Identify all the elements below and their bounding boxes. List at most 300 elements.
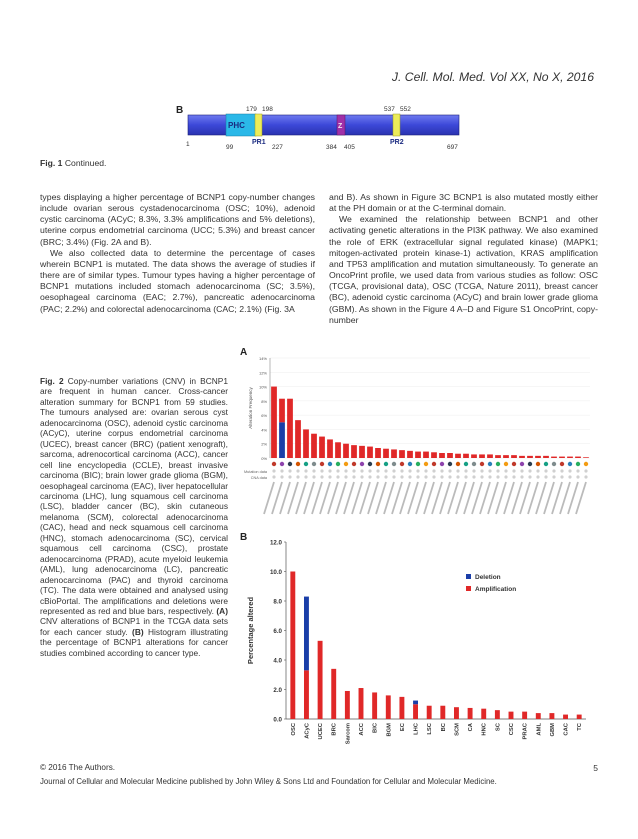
chart-a-study-label	[552, 482, 562, 514]
chart-b-category-label: CAC	[563, 723, 570, 736]
chart-a-study-label	[528, 482, 538, 514]
chart-a-study-label	[576, 482, 586, 514]
chart-a-study-dot	[408, 462, 412, 466]
chart-b-bar-amplification	[495, 710, 500, 719]
chart-a-mutation-dot	[408, 469, 411, 472]
chart-a-row-mutation: Mutation data	[243, 470, 267, 474]
chart-a-study-dot	[560, 462, 564, 466]
chart-a-mutation-dot	[424, 469, 427, 472]
chart-b-category-label: Sarcom	[345, 723, 352, 745]
chart-a-mutation-dot	[336, 469, 339, 472]
chart-a-study-label	[336, 482, 346, 514]
chart-b-category-label: EC	[399, 723, 406, 732]
chart-a-panel-letter: A	[240, 347, 248, 358]
chart-a-cna-dot	[360, 475, 363, 478]
chart-a-mutation-dot	[376, 469, 379, 472]
chart-a-bar-amplification	[495, 455, 501, 458]
chart-b-bar-amplification	[509, 712, 514, 719]
chart-a-cna-dot	[288, 475, 291, 478]
chart-a-study-dot	[296, 462, 300, 466]
chart-a-cna-dot	[480, 475, 483, 478]
figure2-caption-partB: Histogram illustrating the percentage of BCNP1 alterations for cancer studies combined according to cancer type.	[40, 626, 228, 658]
chart-a-study-label	[328, 482, 338, 514]
chart-a-study-dot	[480, 462, 484, 466]
chart-a-bar-amplification	[463, 454, 469, 458]
chart-a-bar-amplification	[519, 456, 525, 458]
chart-a-mutation-dot	[480, 469, 483, 472]
figure2-caption-label: Fig. 2	[40, 376, 64, 386]
chart-b-ytick: 10.0	[269, 569, 282, 576]
chart-b-bar-amplification	[522, 712, 527, 719]
figure2-chart-a	[240, 346, 600, 526]
body-left-paragraph-1: types displaying a higher percentage of BCNP1 copy-number changes include ovarian serous cystadenocarcinoma (OSC; 10%), adenoid cystic carcinoma (ACyC; 8.3%, 3.3% amplifications and 5% deletions), uterine corpus endometrial carcinoma (UCC; 5.3%) and breast cancer (BRC; 3.4%) (Fig. 2A and B).	[40, 192, 315, 247]
chart-a-cna-dot	[584, 475, 587, 478]
chart-a-bar-amplification	[295, 420, 301, 458]
chart-a-bar-amplification	[511, 455, 517, 458]
chart-a-ytick: 12%	[258, 370, 267, 376]
chart-b-bar-amplification	[481, 709, 486, 719]
chart-a-bar-amplification	[383, 449, 389, 458]
chart-b-bar-amplification	[372, 692, 377, 719]
chart-a-study-dot	[392, 462, 396, 466]
chart-a-bar-amplification	[375, 448, 381, 458]
chart-b-bar-amplification	[413, 704, 418, 719]
chart-b-bar-amplification	[399, 697, 404, 719]
chart-a-bar-amplification	[407, 451, 413, 458]
chart-a-mutation-dot	[344, 469, 347, 472]
chart-a-study-dot	[424, 462, 428, 466]
pr1-label: PR1	[252, 139, 266, 146]
chart-a-mutation-dot	[456, 469, 459, 472]
chart-a-cna-dot	[408, 475, 411, 478]
chart-a-study-dot	[568, 462, 572, 466]
chart-a-study-label	[312, 482, 322, 514]
chart-a-bar-amplification	[287, 399, 293, 458]
footer-publisher: Journal of Cellular and Molecular Medicine published by John Wiley & Sons Ltd and Foundation for Cellular and Molecular Medicine.	[40, 777, 497, 786]
chart-a-study-label	[536, 482, 546, 514]
chart-b-category-label: ACyC	[304, 723, 311, 739]
chart-a-cna-dot	[552, 475, 555, 478]
chart-a-study-dot	[576, 462, 580, 466]
chart-a-cna-dot	[368, 475, 371, 478]
chart-a-ytick: 0%	[261, 456, 267, 461]
chart-b-ytick: 8.0	[273, 598, 282, 606]
chart-a-study-label	[408, 482, 418, 514]
chart-b-ytick: 2.0	[273, 687, 282, 694]
chart-a-cna-dot	[560, 475, 563, 478]
chart-a-ytick: 10%	[258, 384, 267, 390]
chart-a-study-label	[440, 482, 450, 514]
tick-179: 179	[246, 106, 257, 113]
phc-domain-label: PHC	[228, 121, 245, 130]
chart-a-cna-dot	[336, 475, 339, 478]
chart-a-bar-amplification	[527, 456, 533, 458]
chart-a-mutation-dot	[400, 469, 403, 472]
chart-b-bar-amplification	[290, 572, 295, 720]
chart-b-bar-amplification	[549, 713, 554, 719]
figure2-caption-partB-label: (B)	[132, 626, 144, 637]
chart-b-legend-amplification: Amplification	[475, 586, 517, 593]
chart-a-cna-dot	[304, 475, 307, 478]
chart-a-bar-amplification	[303, 429, 309, 458]
chart-a-study-label	[568, 482, 578, 514]
chart-a-ytick: 2%	[261, 441, 267, 447]
chart-a-study-dot	[440, 462, 444, 466]
chart-a-cna-dot	[512, 475, 515, 478]
chart-a-study-label	[296, 482, 306, 514]
chart-a-study-label	[264, 482, 274, 514]
chart-a-bar-amplification	[351, 445, 357, 458]
chart-a-bar-amplification	[399, 450, 405, 458]
chart-a-study-label	[544, 482, 554, 514]
chart-a-bar-amplification	[559, 457, 565, 458]
chart-a-cna-dot	[576, 475, 579, 478]
z-label: Z	[338, 123, 343, 130]
chart-b-panel-letter: B	[240, 532, 248, 543]
figure2-caption	[40, 376, 228, 658]
chart-a-study-label	[432, 482, 442, 514]
chart-a-study-label	[288, 482, 298, 514]
chart-a-row-cna: CNA data	[250, 476, 267, 480]
chart-a-study-dot	[496, 462, 500, 466]
chart-a-cna-dot	[352, 475, 355, 478]
chart-a-cna-dot	[496, 475, 499, 478]
journal-header: J. Cell. Mol. Med. Vol XX, No X, 2016	[391, 70, 594, 84]
figure1-caption	[40, 158, 106, 168]
chart-a-ytick: 6%	[261, 413, 267, 419]
chart-a-study-dot	[552, 462, 556, 466]
chart-a-cna-dot	[472, 475, 475, 478]
chart-a-study-dot	[312, 462, 316, 466]
chart-a-mutation-dot	[512, 469, 515, 472]
chart-a-bar-amplification	[447, 453, 453, 458]
chart-a-cna-dot	[344, 475, 347, 478]
chart-a-mutation-dot	[504, 469, 507, 472]
chart-a-bar-amplification	[471, 454, 477, 458]
chart-a-study-dot	[400, 462, 404, 466]
chart-a-cna-dot	[424, 475, 427, 478]
tick-405: 405	[344, 144, 355, 151]
chart-a-bar-deletion	[279, 422, 285, 458]
chart-a-mutation-dot	[520, 469, 523, 472]
chart-b-category-label: CA	[468, 723, 475, 732]
chart-a-study-dot	[512, 462, 516, 466]
chart-b-legend-deletion-swatch	[466, 574, 471, 579]
chart-b-category-label: BRC	[331, 723, 338, 736]
chart-a-study-label	[472, 482, 482, 514]
chart-b-ytick: 6.0	[273, 628, 282, 635]
chart-a-study-label	[280, 482, 290, 514]
chart-b-category-label: UCEC	[318, 723, 325, 740]
tick-537: 537	[384, 106, 395, 113]
chart-a-mutation-dot	[352, 469, 355, 472]
chart-a-mutation-dot	[304, 469, 307, 472]
chart-a-study-dot	[536, 462, 540, 466]
chart-b-category-label: ACC	[359, 723, 365, 736]
chart-a-cna-dot	[488, 475, 491, 478]
chart-a-mutation-dot	[584, 469, 587, 472]
chart-a-cna-dot	[320, 475, 323, 478]
chart-b-bar-amplification	[304, 670, 309, 719]
chart-b-category-label: SCM	[454, 723, 461, 736]
chart-a-mutation-dot	[568, 469, 571, 472]
chart-a-ytick: 4%	[261, 427, 267, 433]
chart-b-category-label: TC	[577, 723, 584, 731]
chart-a-bar-amplification	[391, 449, 397, 458]
chart-a-bar-amplification	[335, 442, 341, 458]
chart-a-mutation-dot	[536, 469, 539, 472]
chart-a-study-dot	[432, 462, 436, 466]
chart-b-bar-amplification	[577, 715, 582, 719]
chart-a-study-dot	[288, 462, 292, 466]
chart-a-bar-amplification	[423, 452, 429, 458]
chart-b-category-label: PRAC	[522, 723, 529, 740]
chart-a-bar-amplification	[543, 456, 549, 458]
figure1-domain-diagram	[0, 100, 638, 160]
chart-b-legend-deletion: Deletion	[475, 574, 501, 581]
chart-a-mutation-dot	[432, 469, 435, 472]
chart-a-study-label	[480, 482, 490, 514]
chart-b-bar-deletion	[304, 597, 309, 671]
chart-a-bar-amplification	[327, 439, 333, 458]
chart-a-bar-amplification	[319, 437, 325, 458]
chart-a-study-label	[352, 482, 362, 514]
chart-a-bar-amplification	[439, 453, 445, 458]
chart-a-study-label	[464, 482, 474, 514]
chart-a-study-dot	[280, 462, 284, 466]
chart-a-cna-dot	[296, 475, 299, 478]
chart-b-category-label: SC	[495, 723, 502, 732]
chart-a-mutation-dot	[328, 469, 331, 472]
chart-a-mutation-dot	[528, 469, 531, 472]
chart-b-bar-amplification	[427, 706, 432, 719]
chart-a-study-label	[416, 482, 426, 514]
chart-a-mutation-dot	[472, 469, 475, 472]
chart-a-mutation-dot	[392, 469, 395, 472]
chart-a-cna-dot	[456, 475, 459, 478]
chart-a-cna-dot	[464, 475, 467, 478]
chart-b-legend-amplification-swatch	[466, 586, 471, 591]
page-number: 5	[593, 763, 598, 773]
chart-a-bar-amplification	[455, 454, 461, 458]
chart-b-category-label: GBM	[549, 723, 556, 737]
figure1-caption-text: Continued.	[64, 158, 107, 168]
chart-a-study-dot	[320, 462, 324, 466]
tick-227: 227	[272, 144, 283, 151]
chart-a-study-dot	[368, 462, 372, 466]
chart-b-category-label: CSC	[509, 723, 515, 736]
chart-a-bar-amplification	[343, 444, 349, 458]
chart-a-cna-dot	[392, 475, 395, 478]
chart-a-mutation-dot	[576, 469, 579, 472]
chart-a-study-label	[456, 482, 466, 514]
chart-a-cna-dot	[376, 475, 379, 478]
chart-a-study-label	[368, 482, 378, 514]
chart-a-bar-amplification	[431, 452, 437, 458]
chart-b-category-label: AML	[536, 723, 543, 736]
chart-a-cna-dot	[520, 475, 523, 478]
chart-a-mutation-dot	[384, 469, 387, 472]
chart-a-study-label	[344, 482, 354, 514]
chart-a-mutation-dot	[448, 469, 451, 472]
chart-a-ytick: 8%	[261, 398, 267, 404]
chart-b-category-label: BC	[440, 723, 447, 732]
chart-a-study-dot	[384, 462, 388, 466]
chart-a-bar-amplification	[503, 455, 509, 458]
chart-a-study-label	[448, 482, 458, 514]
footer-copyright: © 2016 The Authors.	[40, 763, 116, 772]
chart-a-mutation-dot	[280, 469, 283, 472]
chart-a-mutation-dot	[312, 469, 315, 472]
chart-a-mutation-dot	[360, 469, 363, 472]
chart-b-bar-amplification	[468, 708, 473, 719]
chart-a-cna-dot	[544, 475, 547, 478]
chart-b-category-label: LSC	[427, 723, 434, 735]
chart-a-bar-amplification	[575, 457, 581, 458]
chart-a-study-dot	[456, 462, 460, 466]
chart-b-bar-amplification	[359, 688, 364, 719]
chart-b-category-label: BGM	[386, 723, 393, 737]
chart-a-bar-amplification	[271, 387, 277, 458]
body-column-left	[40, 192, 315, 315]
pr2-region	[393, 114, 400, 136]
chart-a-cna-dot	[384, 475, 387, 478]
pr1-region	[255, 114, 262, 136]
chart-a-bar-amplification	[367, 447, 373, 458]
chart-b-category-label: HNC	[481, 723, 488, 736]
chart-a-mutation-dot	[296, 469, 299, 472]
chart-b-ylabel: Percentage altered	[246, 596, 255, 665]
chart-a-study-dot	[304, 462, 308, 466]
chart-a-study-dot	[328, 462, 332, 466]
chart-b-bar-amplification	[454, 707, 459, 719]
chart-a-study-label	[496, 482, 506, 514]
chart-a-cna-dot	[272, 475, 275, 478]
chart-a-study-dot	[584, 462, 588, 466]
chart-a-study-dot	[472, 462, 476, 466]
tick-1: 1	[186, 141, 190, 148]
chart-a-study-label	[392, 482, 402, 514]
chart-a-bar-amplification	[567, 457, 573, 458]
chart-a-cna-dot	[312, 475, 315, 478]
chart-a-bar-amplification	[311, 434, 317, 458]
body-left-paragraph-2: We also collected data to determine the percentage of cases wherein BCNP1 is mutated. The data shows the average of studies if there are of similar types. Tumour types having a higher percentage of BCNP1 mutations included stomach adenocarcinoma (SC; 3.5%), oesophageal carcinoma (EAC; 2.7%), pancreatic adenocarcinoma (PAC; 2.2%) and colorectal adenocarcinoma (CAC; 2.1%) (Fig. 3A	[40, 247, 315, 314]
chart-a-mutation-dot	[560, 469, 563, 472]
tick-697: 697	[447, 144, 458, 151]
chart-a-cna-dot	[504, 475, 507, 478]
body-right-paragraph-2: We examined the relationship between BCNP1 and other activating genetic alterations in the PI3K pathway. We also examined the role of ERK (extracellular signal regulated kinase) (MAPK1; mitogen-activated protein kinase-1) activation, KRAS amplification and TP53 amplification and mutation simultaneously. To generate an OncoPrint profile, we used data from various studies as follow: OSC (TCGA, provisional data), OSC (TCGA, Nature 2011), breast cancer (BC), adenoid cystic carcinoma (ACyC) and brain lower grade glioma (GBM). As shown in the Figure 4 A–D and Figure S1 OncoPrint, copy-number	[329, 214, 598, 325]
chart-a-bar-amplification	[535, 456, 541, 458]
tick-99: 99	[226, 144, 234, 151]
chart-b-bar-amplification	[536, 713, 541, 719]
chart-a-mutation-dot	[416, 469, 419, 472]
chart-a-study-label	[400, 482, 410, 514]
chart-a-study-dot	[528, 462, 532, 466]
pr2-label: PR2	[390, 139, 404, 146]
chart-a-mutation-dot	[464, 469, 467, 472]
chart-b-ytick: 12.0	[269, 539, 282, 547]
chart-a-mutation-dot	[320, 469, 323, 472]
chart-a-study-dot	[544, 462, 548, 466]
chart-a-study-label	[560, 482, 570, 514]
chart-a-study-label	[360, 482, 370, 514]
chart-a-mutation-dot	[488, 469, 491, 472]
tick-384: 384	[326, 144, 337, 151]
chart-a-study-label	[320, 482, 330, 514]
chart-a-cna-dot	[400, 475, 403, 478]
tick-198: 198	[262, 106, 273, 113]
body-column-right	[329, 192, 598, 326]
chart-a-study-dot	[448, 462, 452, 466]
chart-a-ylabel: Alteration Frequency	[248, 387, 253, 429]
chart-a-cna-dot	[432, 475, 435, 478]
chart-a-bar-amplification	[487, 454, 493, 458]
chart-b-category-label: LHC	[413, 723, 420, 735]
chart-a-study-label	[304, 482, 314, 514]
chart-a-cna-dot	[568, 475, 571, 478]
chart-a-cna-dot	[328, 475, 331, 478]
tick-552: 552	[400, 106, 411, 113]
chart-a-mutation-dot	[552, 469, 555, 472]
chart-b-category-label: BIC	[372, 723, 379, 733]
chart-a-cna-dot	[280, 475, 283, 478]
chart-a-cna-dot	[536, 475, 539, 478]
chart-a-mutation-dot	[288, 469, 291, 472]
chart-a-study-label	[384, 482, 394, 514]
chart-a-study-dot	[520, 462, 524, 466]
chart-b-bar-amplification	[563, 715, 568, 719]
chart-a-bar-amplification	[551, 457, 557, 458]
figure2-caption-partA-label: (A)	[216, 605, 228, 616]
chart-a-study-label	[424, 482, 434, 514]
chart-a-study-label	[520, 482, 530, 514]
figure1-panel-letter: B	[176, 105, 184, 116]
chart-a-study-dot	[464, 462, 468, 466]
chart-b-ytick: 0.0	[273, 716, 282, 724]
chart-b-bar-amplification	[345, 691, 350, 719]
chart-a-cna-dot	[528, 475, 531, 478]
chart-a-study-label	[488, 482, 498, 514]
chart-a-mutation-dot	[544, 469, 547, 472]
chart-a-study-dot	[416, 462, 420, 466]
chart-a-study-dot	[504, 462, 508, 466]
chart-a-mutation-dot	[272, 469, 275, 472]
body-right-paragraph-1: and B). As shown in Figure 3C BCNP1 is also mutated mostly either at the PH domain or at the C-terminal domain.	[329, 192, 598, 214]
chart-a-study-dot	[360, 462, 364, 466]
chart-a-study-dot	[376, 462, 380, 466]
figure1-caption-label: Fig. 1	[40, 158, 63, 168]
chart-a-study-dot	[344, 462, 348, 466]
chart-a-study-label	[512, 482, 522, 514]
chart-a-cna-dot	[448, 475, 451, 478]
figure2-caption-intro: Copy-number variations (CNV) in BCNP1 are frequent in human cancer. Cross-cancer alteration summary for BCNP1 from 59 studies. The tumours analysed are: ovarian serous cyst adenocarcinoma (OSC), adenoid cystic carcinoma (ACyC), uterine corpus endometrial carcinoma (UCEC), breast cancer (BRC) (patient xenograft), sarcoma, adrenocortical carcinoma (ACC), cancer cell line encyclopedia (CCLE), breast invasive carcinoma (BIC); brain lower grade glioma (BGM), oesophageal carcinoma (EAC), liver hepatocellular carcinoma (LHC), lung squamous cell carcinoma (LSC), bladder cancer (BC), skin cutaneous melanoma (SCM), colorectal adenocarcinoma (CAC), head and neck squamous cell carcinoma (HNC), stomach adenocarcinoma (SC), cervical squamous cell carcinoma (CSC), prostate adenocarcinoma (PRAD), acute myeloid leukemia (AML), lung adenocarcinoma (LC), pancreatic adenocarcinoma (PAC) and thyroid carcinoma (TC). The data were obtained and analysed using cBioPortal. The amplifications and deletions were represented as red and blue bars, respectively.	[40, 376, 228, 616]
chart-b-bar-amplification	[318, 641, 323, 719]
chart-a-ytick: 14%	[258, 356, 267, 361]
chart-a-bar-amplification	[479, 454, 485, 458]
chart-b-category-label: OSC	[290, 723, 297, 736]
chart-a-mutation-dot	[368, 469, 371, 472]
chart-a-cna-dot	[416, 475, 419, 478]
chart-a-study-dot	[352, 462, 356, 466]
chart-a-bar-amplification	[279, 399, 285, 423]
chart-a-bar-amplification	[583, 457, 589, 458]
chart-a-study-label	[272, 482, 282, 514]
figure2-chart-b	[240, 528, 600, 760]
chart-b-ytick: 4.0	[273, 657, 282, 665]
chart-a-cna-dot	[440, 475, 443, 478]
chart-a-mutation-dot	[496, 469, 499, 472]
chart-a-bar-amplification	[415, 452, 421, 458]
